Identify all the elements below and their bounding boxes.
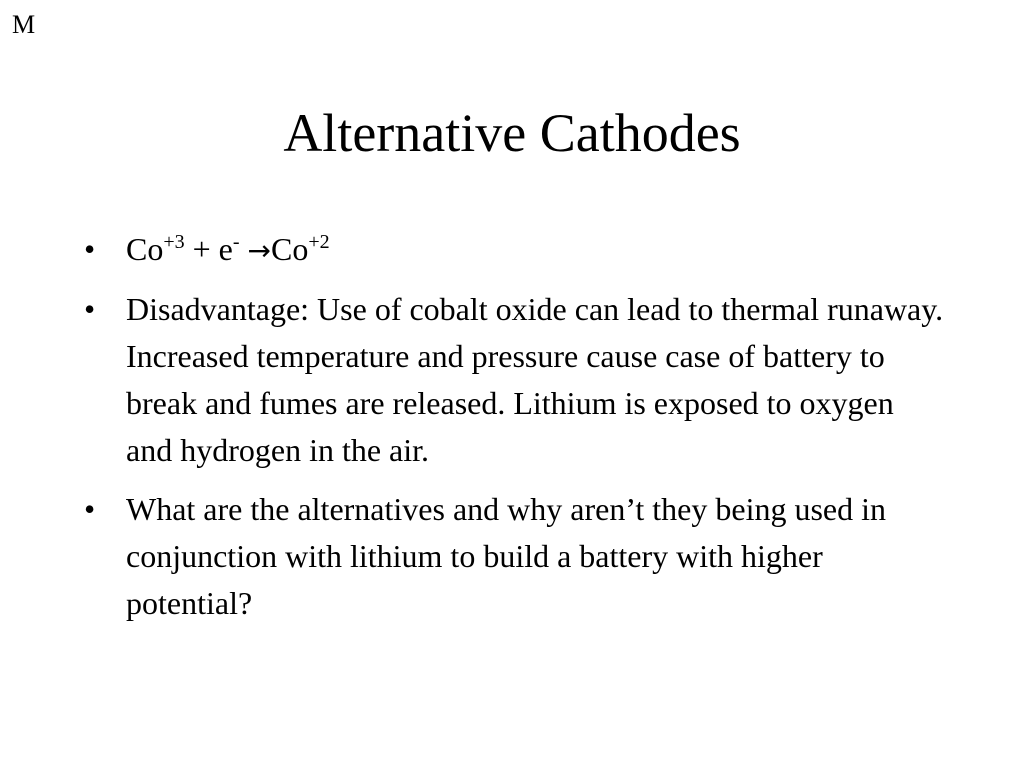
bullet-equation <box>84 226 944 274</box>
bullet-text: What are the alternatives and why aren’t they being used in conjunction with lithium to build a battery with higher potential? <box>126 491 887 621</box>
reaction-arrow-icon: → <box>247 234 272 267</box>
bullet-disadvantage <box>84 286 944 474</box>
equation-plus: + <box>192 231 211 267</box>
bullet-list <box>84 226 944 639</box>
bullet-dot: • <box>84 291 96 327</box>
equation-electron-charge: - <box>232 231 240 253</box>
equation-reactant-charge: +3 <box>163 231 185 253</box>
equation-product-charge: +2 <box>308 231 330 253</box>
equation-reactant: Co <box>126 231 164 267</box>
bullet-dot: • <box>84 491 96 527</box>
bullet-question <box>84 486 944 627</box>
bullet-dot: • <box>84 231 96 267</box>
equation-electron: e <box>218 231 233 267</box>
slide-title: Alternative Cathodes <box>283 103 741 163</box>
corner-mark: M <box>12 10 36 39</box>
bullet-text: Disadvantage: Use of cobalt oxide can lead to thermal runaway. Increased temperature and pressure cause case of battery to break and fumes are released. Lithium is exposed to oxygen and hydrogen in the air. <box>126 291 944 468</box>
equation-product: Co <box>271 231 309 267</box>
